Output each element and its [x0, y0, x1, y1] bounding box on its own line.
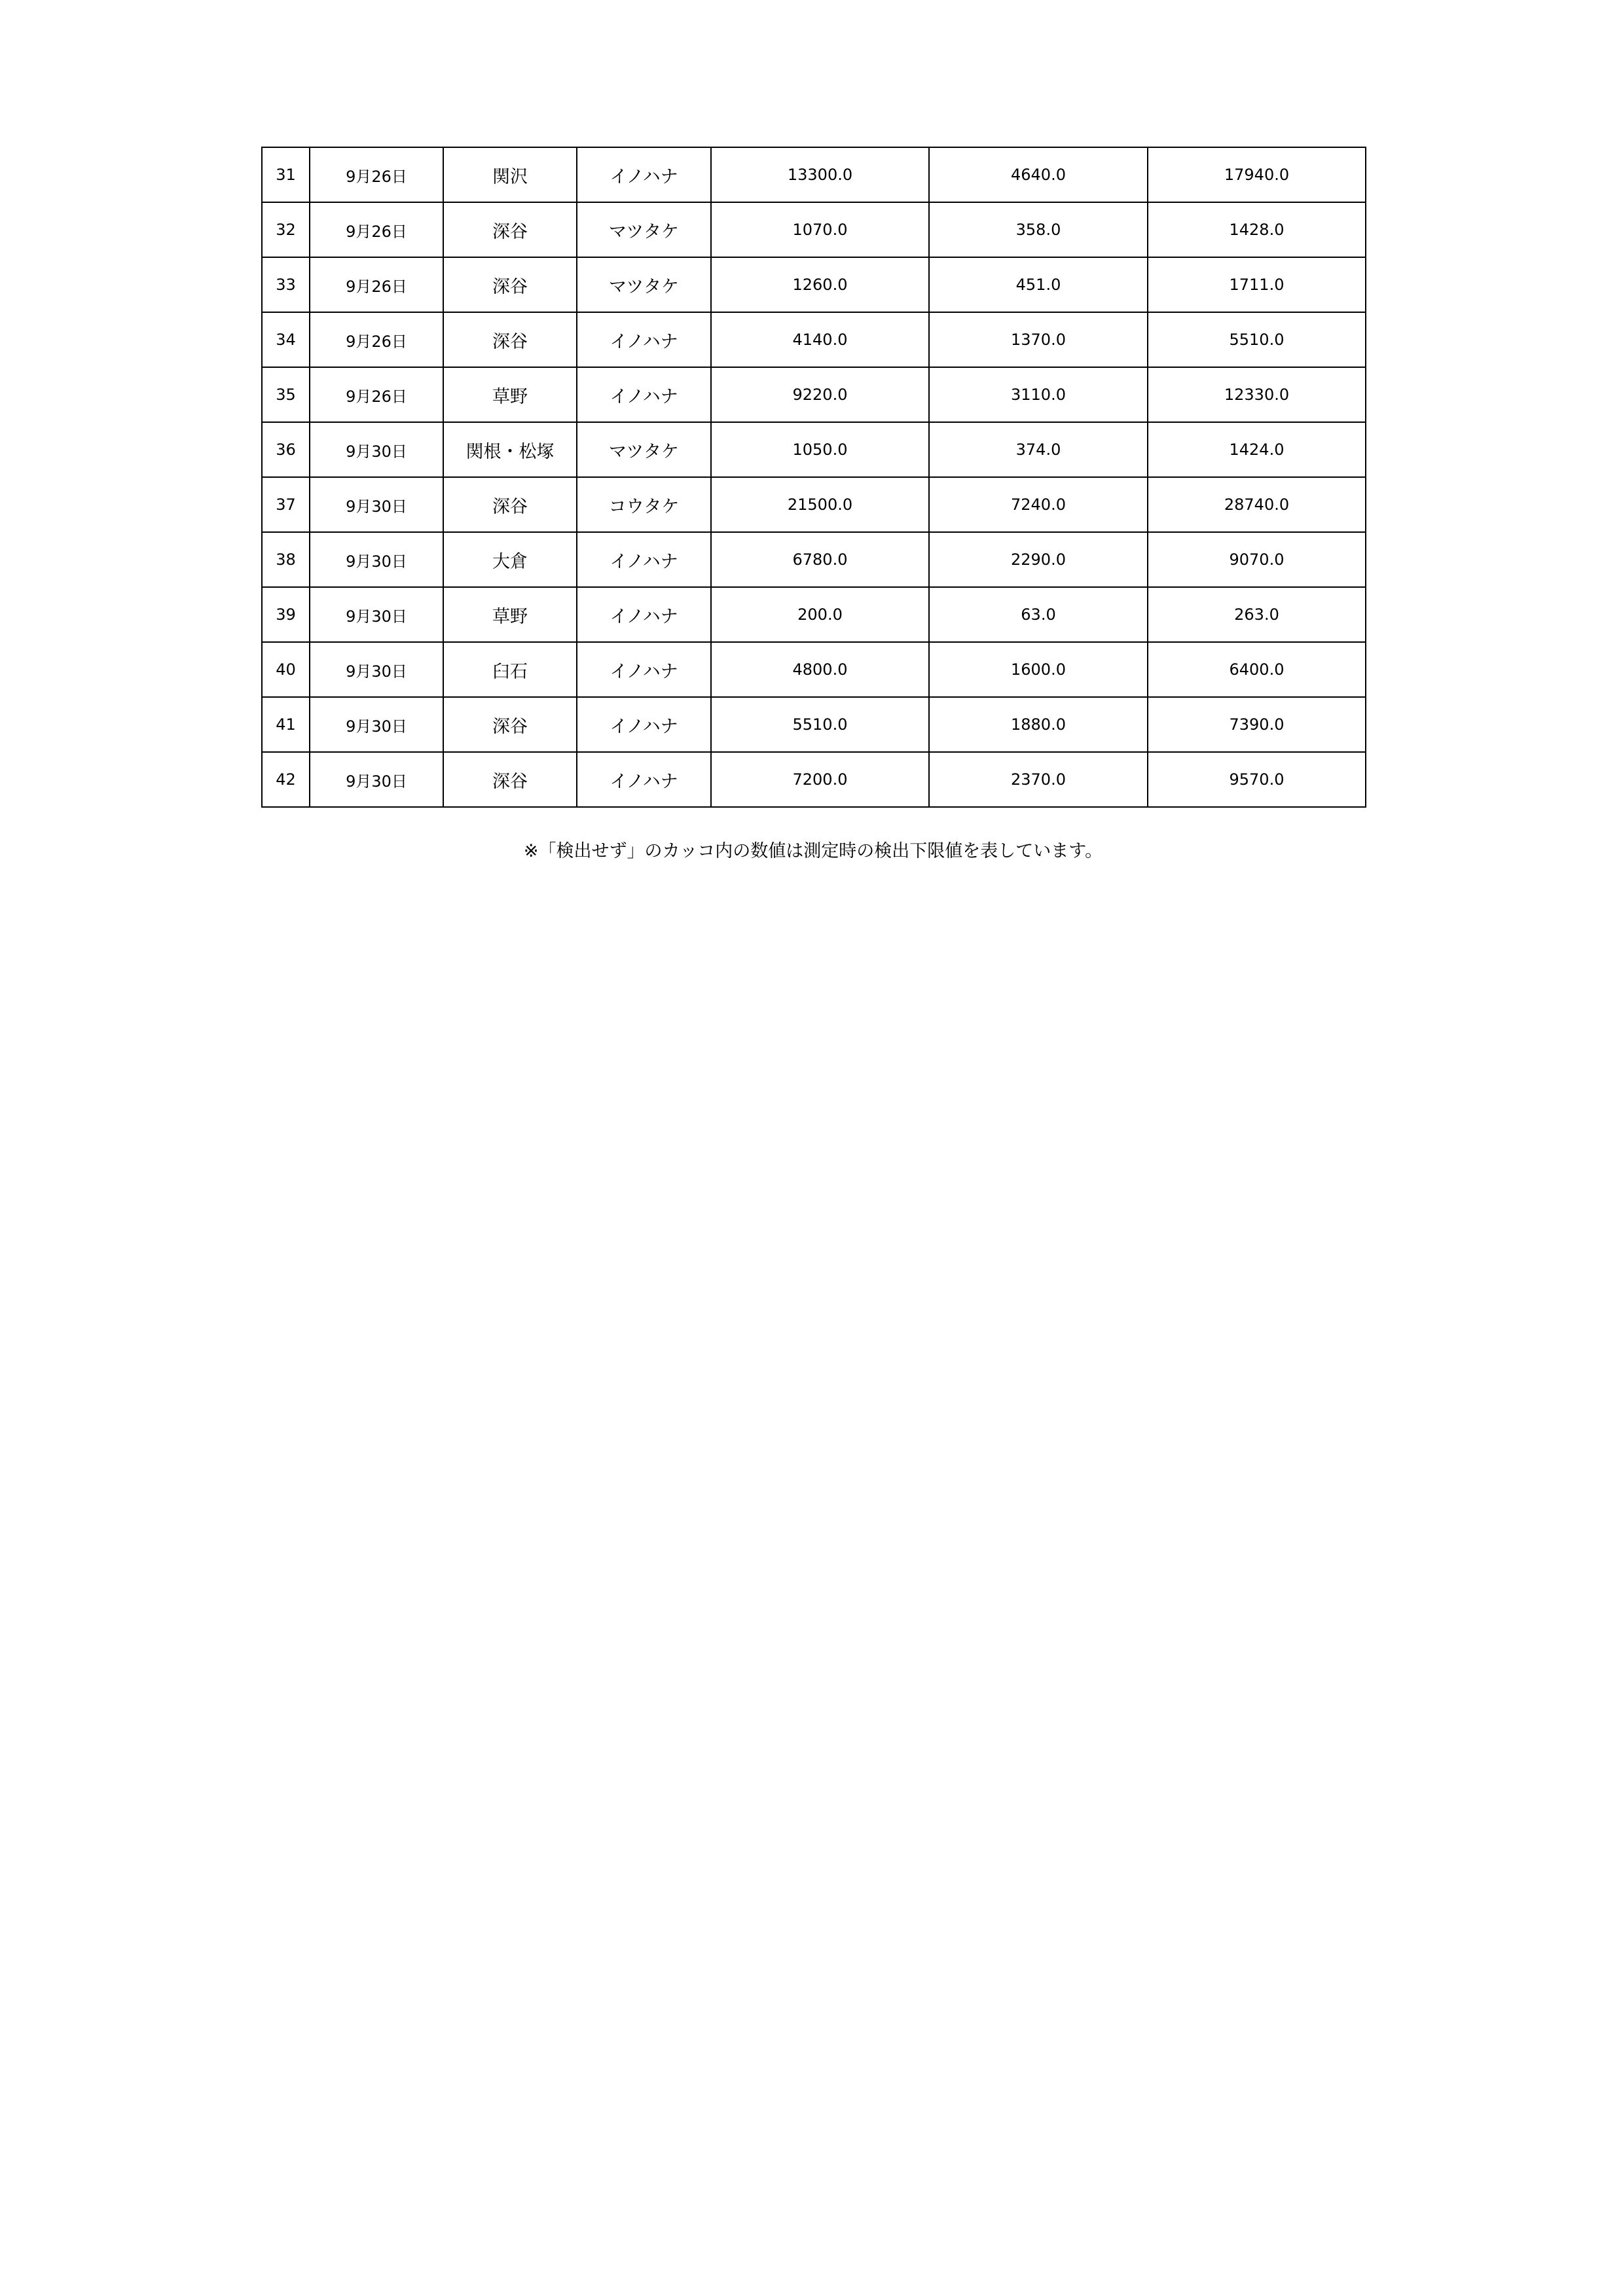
table-row: [262, 532, 1366, 587]
row-number-cell: 38: [262, 532, 310, 587]
date-cell: 9月26日: [310, 312, 443, 367]
species-cell: マツタケ: [577, 257, 711, 312]
species-cell: イノハナ: [577, 587, 711, 642]
value-3-cell: 28740.0: [1148, 477, 1366, 532]
row-number-cell: 33: [262, 257, 310, 312]
species-cell: イノハナ: [577, 642, 711, 697]
value-3-cell: 9570.0: [1148, 752, 1366, 807]
value-3-cell: 9070.0: [1148, 532, 1366, 587]
value-3-cell: 12330.0: [1148, 367, 1366, 422]
date-cell: 9月30日: [310, 642, 443, 697]
location-cell: 草野: [443, 587, 577, 642]
value-1-cell: 13300.0: [711, 147, 929, 202]
row-number-cell: 36: [262, 422, 310, 477]
table-row: [262, 477, 1366, 532]
table-row: [262, 147, 1366, 202]
date-cell: 9月30日: [310, 697, 443, 752]
row-number-cell: 42: [262, 752, 310, 807]
location-cell: 深谷: [443, 257, 577, 312]
table-row: [262, 697, 1366, 752]
table-row: [262, 257, 1366, 312]
species-cell: イノハナ: [577, 147, 711, 202]
location-cell: 深谷: [443, 477, 577, 532]
table-row: [262, 367, 1366, 422]
value-1-cell: 21500.0: [711, 477, 929, 532]
date-cell: 9月26日: [310, 257, 443, 312]
value-3-cell: 5510.0: [1148, 312, 1366, 367]
location-cell: 関沢: [443, 147, 577, 202]
species-cell: イノハナ: [577, 367, 711, 422]
value-1-cell: 7200.0: [711, 752, 929, 807]
value-1-cell: 4140.0: [711, 312, 929, 367]
results-table: [261, 147, 1366, 808]
table-row: [262, 202, 1366, 257]
date-cell: 9月30日: [310, 477, 443, 532]
location-cell: 深谷: [443, 697, 577, 752]
row-number-cell: 35: [262, 367, 310, 422]
date-cell: 9月26日: [310, 147, 443, 202]
value-1-cell: 200.0: [711, 587, 929, 642]
location-cell: 深谷: [443, 312, 577, 367]
value-3-cell: 7390.0: [1148, 697, 1366, 752]
value-1-cell: 5510.0: [711, 697, 929, 752]
value-2-cell: 2370.0: [929, 752, 1148, 807]
date-cell: 9月26日: [310, 367, 443, 422]
table-row: [262, 422, 1366, 477]
value-1-cell: 1260.0: [711, 257, 929, 312]
date-cell: 9月30日: [310, 752, 443, 807]
species-cell: マツタケ: [577, 202, 711, 257]
footnote: ※「検出せず」のカッコ内の数値は測定時の検出下限値を表しています。: [523, 841, 1103, 861]
location-cell: 臼石: [443, 642, 577, 697]
row-number-cell: 34: [262, 312, 310, 367]
value-2-cell: 1370.0: [929, 312, 1148, 367]
value-2-cell: 1600.0: [929, 642, 1148, 697]
date-cell: 9月30日: [310, 587, 443, 642]
location-cell: 深谷: [443, 752, 577, 807]
value-2-cell: 374.0: [929, 422, 1148, 477]
location-cell: 草野: [443, 367, 577, 422]
table-row: [262, 587, 1366, 642]
table-row: [262, 752, 1366, 807]
table-row: [262, 642, 1366, 697]
table-row: [262, 312, 1366, 367]
species-cell: マツタケ: [577, 422, 711, 477]
row-number-cell: 39: [262, 587, 310, 642]
value-1-cell: 9220.0: [711, 367, 929, 422]
row-number-cell: 37: [262, 477, 310, 532]
value-2-cell: 451.0: [929, 257, 1148, 312]
species-cell: コウタケ: [577, 477, 711, 532]
value-2-cell: 7240.0: [929, 477, 1148, 532]
value-2-cell: 4640.0: [929, 147, 1148, 202]
value-2-cell: 2290.0: [929, 532, 1148, 587]
value-3-cell: 263.0: [1148, 587, 1366, 642]
value-3-cell: 17940.0: [1148, 147, 1366, 202]
results-table-body: [262, 147, 1366, 807]
species-cell: イノハナ: [577, 312, 711, 367]
row-number-cell: 32: [262, 202, 310, 257]
location-cell: 大倉: [443, 532, 577, 587]
value-3-cell: 1424.0: [1148, 422, 1366, 477]
value-1-cell: 6780.0: [711, 532, 929, 587]
row-number-cell: 40: [262, 642, 310, 697]
value-2-cell: 358.0: [929, 202, 1148, 257]
row-number-cell: 41: [262, 697, 310, 752]
species-cell: イノハナ: [577, 697, 711, 752]
date-cell: 9月26日: [310, 202, 443, 257]
value-3-cell: 6400.0: [1148, 642, 1366, 697]
value-3-cell: 1711.0: [1148, 257, 1366, 312]
value-1-cell: 1070.0: [711, 202, 929, 257]
species-cell: イノハナ: [577, 532, 711, 587]
species-cell: イノハナ: [577, 752, 711, 807]
location-cell: 深谷: [443, 202, 577, 257]
date-cell: 9月30日: [310, 532, 443, 587]
row-number-cell: 31: [262, 147, 310, 202]
value-1-cell: 4800.0: [711, 642, 929, 697]
value-2-cell: 3110.0: [929, 367, 1148, 422]
value-3-cell: 1428.0: [1148, 202, 1366, 257]
value-2-cell: 63.0: [929, 587, 1148, 642]
value-2-cell: 1880.0: [929, 697, 1148, 752]
value-1-cell: 1050.0: [711, 422, 929, 477]
date-cell: 9月30日: [310, 422, 443, 477]
location-cell: 関根・松塚: [443, 422, 577, 477]
